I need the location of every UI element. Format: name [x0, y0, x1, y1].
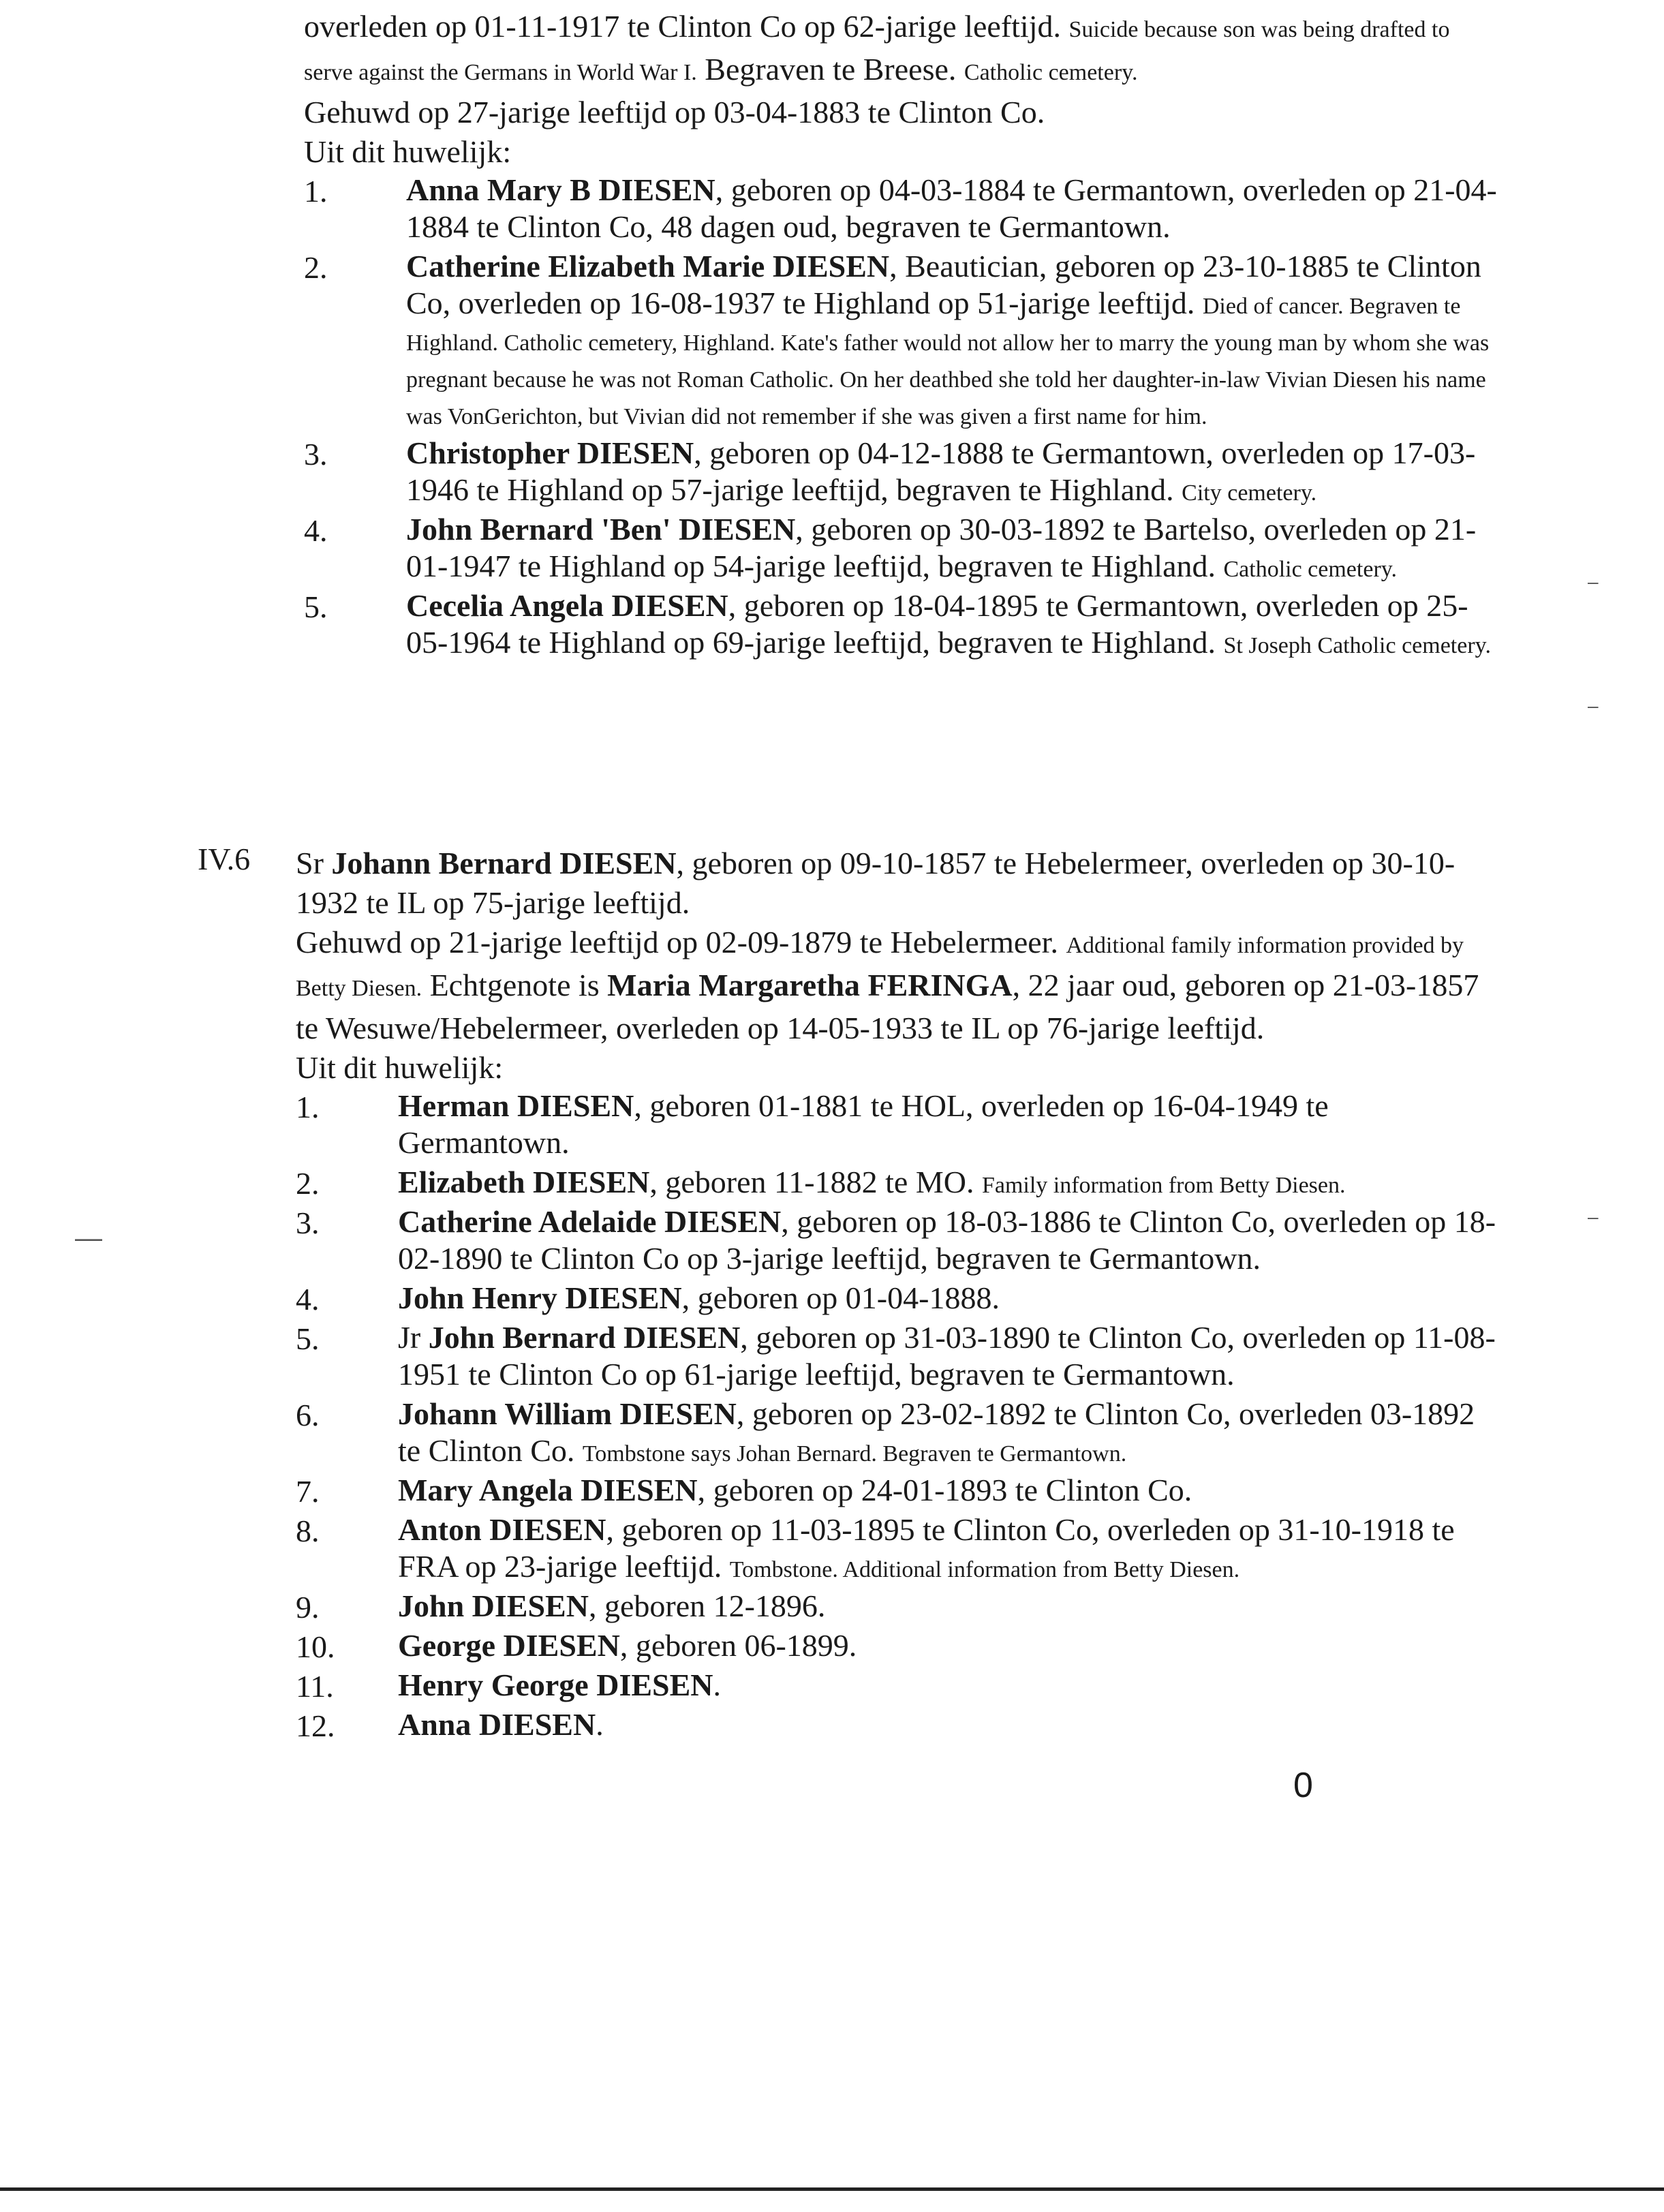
- item-number: 2.: [296, 1166, 320, 1201]
- list-item: [304, 172, 1503, 245]
- list-item: [296, 1280, 1502, 1317]
- children-list: [296, 1088, 1502, 1743]
- person-name: John Henry DIESEN: [398, 1280, 682, 1315]
- item-prefix: Jr: [398, 1320, 429, 1355]
- scan-dash: –: [1588, 571, 1599, 592]
- item-number: 5.: [296, 1321, 320, 1356]
- item-text: .: [596, 1707, 604, 1742]
- item-number: 4.: [304, 513, 328, 548]
- list-item: [296, 1627, 1502, 1664]
- item-text: , geboren op 30-03-1892 te Bartelso, overleden op 21-01-1947 te Highland op 54-jarige leeftijd, begraven te Highland.: [406, 512, 1477, 583]
- list-item: [304, 511, 1503, 585]
- title-name: Johann Bernard DIESEN: [331, 846, 677, 880]
- marriage-line: Gehuwd op 27-jarige leeftijd op 03-04-1883 te Clinton Co.: [304, 95, 1045, 129]
- item-body: [398, 1396, 1502, 1469]
- item-body: [398, 1588, 1502, 1625]
- item-body: [406, 172, 1503, 245]
- children-list: [304, 172, 1503, 661]
- list-item: [296, 1472, 1502, 1509]
- item-body: [398, 1667, 1502, 1704]
- item-body: [398, 1280, 1502, 1317]
- children-heading: Uit dit huwelijk:: [304, 134, 512, 169]
- item-text: , Beautician, geboren op 23-10-1885 te Clinton Co, overleden op 16-08-1937 te Highland op 51-jarige leeftijd.: [406, 249, 1481, 320]
- intro-line2: Begraven te Breese.: [705, 52, 957, 87]
- item-note: City cemetery.: [1182, 480, 1317, 506]
- person-title: [296, 844, 1502, 923]
- bottom-rule: [0, 2187, 1664, 2191]
- item-body: [398, 1511, 1502, 1585]
- item-text: , geboren op 04-03-1884 te Germantown, overleden op 21-04-1884 te Clinton Co, 48 dagen oud, begraven te Germantown.: [406, 172, 1497, 244]
- block2: [296, 844, 1502, 1746]
- item-body: [406, 435, 1503, 508]
- person-name: John Bernard 'Ben' DIESEN: [406, 512, 796, 547]
- item-body: [398, 1319, 1502, 1393]
- person-name: Henry George DIESEN: [398, 1668, 713, 1702]
- list-item: [296, 1203, 1502, 1277]
- item-note: Family information from Betty Diesen.: [981, 1173, 1346, 1198]
- item-text: .: [713, 1668, 722, 1702]
- item-body: [406, 248, 1503, 432]
- item-text: , geboren 01-1881 te HOL, overleden op 16-04-1949 te Germantown.: [398, 1088, 1329, 1160]
- item-number: 8.: [296, 1514, 320, 1548]
- person-name: George DIESEN: [398, 1628, 620, 1663]
- item-number: 3.: [296, 1205, 320, 1240]
- scan-dash: –: [1588, 1206, 1599, 1227]
- item-body: [398, 1627, 1502, 1664]
- item-body: [406, 587, 1503, 661]
- person-name: Mary Angela DIESEN: [398, 1473, 698, 1507]
- item-body: [398, 1706, 1502, 1743]
- list-item: [304, 587, 1503, 661]
- item-text: , geboren op 04-12-1888 te Germantown, overleden op 17-03-1946 te Highland op 57-jarige leeftijd, begraven te Highland.: [406, 435, 1476, 507]
- person-name: Catherine Elizabeth Marie DIESEN: [406, 249, 890, 283]
- item-body: [406, 511, 1503, 585]
- person-name: Anton DIESEN: [398, 1512, 606, 1547]
- spouse-prefix: Echtgenote is: [429, 968, 608, 1002]
- item-note: Died of cancer. Begraven te Highland. Catholic cemetery, Highland. Kate's father would not allow her to marry the young man by whom she was pregnant because he was not Roman Catholic. On her deathbed she told her daughter-in-law Vivian Diesen his name was VonGerichton, but Vivian did not remember if she was given a first name for him.: [406, 294, 1490, 429]
- person-name: Herman DIESEN: [398, 1088, 634, 1123]
- item-text: , geboren op 23-02-1892 te Clinton Co, overleden 03-1892 te Clinton Co.: [398, 1396, 1475, 1468]
- marriage-line: Gehuwd op 21-jarige leeftijd op 02-09-1879 te Hebelermeer.: [296, 925, 1058, 959]
- item-note: Tombstone says Johan Bernard. Begraven te Germantown.: [582, 1441, 1127, 1466]
- item-text: , geboren 11-1882 te MO.: [649, 1165, 974, 1199]
- item-number: 5.: [304, 589, 328, 624]
- item-text: , geboren op 31-03-1890 te Clinton Co, overleden op 11-08-1951 te Clinton Co op 61-jarige leeftijd, begraven te Germantown.: [398, 1320, 1496, 1392]
- list-item: [296, 1088, 1502, 1161]
- item-number: 10.: [296, 1629, 335, 1664]
- section-number: IV.6: [198, 842, 251, 876]
- person-name: Johann William DIESEN: [398, 1396, 737, 1431]
- list-item: [304, 435, 1503, 508]
- marriage-paragraph: [296, 923, 1502, 1048]
- title-rest: , geboren op 09-10-1857 te Hebelermeer, overleden op 30-10-1932 te IL op 75-jarige leeftijd.: [296, 846, 1455, 920]
- item-number: 1.: [304, 174, 328, 209]
- list-item: [296, 1667, 1502, 1704]
- person-name: Anna DIESEN: [398, 1707, 596, 1742]
- children-heading: Uit dit huwelijk:: [296, 1050, 504, 1085]
- item-number: 6.: [296, 1398, 320, 1432]
- item-body: [398, 1164, 1502, 1201]
- scan-dash: –: [1588, 695, 1599, 716]
- item-number: 2.: [304, 250, 328, 285]
- spouse-rest: , 22 jaar oud, geboren op 21-03-1857 te Wesuwe/Hebelermeer, overleden op 14-05-1933 te IL op 76-jarige leeftijd.: [296, 968, 1479, 1045]
- item-note: St Joseph Catholic cemetery.: [1223, 633, 1491, 658]
- scan-dash: —: [75, 1223, 102, 1253]
- person-name: Christopher DIESEN: [406, 435, 694, 470]
- item-text: , geboren op 18-04-1895 te Germantown, overleden op 25-05-1964 te Highland op 69-jarige leeftijd, begraven te Highland.: [406, 588, 1468, 660]
- list-item: [296, 1164, 1502, 1201]
- item-body: [398, 1472, 1502, 1509]
- item-number: 11.: [296, 1669, 334, 1704]
- block1: [304, 7, 1503, 664]
- intro-paragraph: [304, 7, 1503, 93]
- list-item: [304, 248, 1503, 432]
- item-number: 9.: [296, 1590, 320, 1625]
- item-text: , geboren op 11-03-1895 te Clinton Co, overleden op 31-10-1918 te FRA op 23-jarige leeftijd.: [398, 1512, 1455, 1584]
- person-name: Catherine Adelaide DIESEN: [398, 1204, 782, 1239]
- item-note: Catholic cemetery.: [1223, 557, 1398, 582]
- item-text: , geboren op 01-04-1888.: [681, 1280, 1000, 1315]
- item-text: , geboren op 18-03-1886 te Clinton Co, overleden op 18-02-1890 te Clinton Co op 3-jarige leeftijd, begraven te Germantown.: [398, 1204, 1496, 1276]
- intro-line1: overleden op 01-11-1917 te Clinton Co op 62-jarige leeftijd.: [304, 9, 1061, 44]
- item-body: [398, 1203, 1502, 1277]
- person-name: John Bernard DIESEN: [428, 1320, 741, 1355]
- margin-mark: 0: [1293, 1766, 1313, 1805]
- item-note: Tombstone. Additional information from Betty Diesen.: [729, 1557, 1240, 1582]
- item-number: 1.: [296, 1090, 320, 1124]
- marriage-note: Additional family information provided by Betty Diesen.: [296, 933, 1464, 1001]
- list-item: [296, 1706, 1502, 1743]
- person-name: Elizabeth DIESEN: [398, 1165, 650, 1199]
- list-item: [296, 1588, 1502, 1625]
- item-number: 12.: [296, 1708, 335, 1743]
- item-body: [398, 1088, 1502, 1161]
- spouse-name: Maria Margaretha FERINGA: [607, 968, 1013, 1002]
- list-item: [296, 1319, 1502, 1393]
- person-name: Anna Mary B DIESEN: [406, 172, 715, 207]
- intro-note1: Suicide because son was being drafted to serve against the Germans in World War I.: [304, 17, 1450, 85]
- item-text: , geboren 06-1899.: [619, 1628, 857, 1663]
- person-name: John DIESEN: [398, 1588, 589, 1623]
- item-text: , geboren op 24-01-1893 te Clinton Co.: [697, 1473, 1192, 1507]
- title-prefix: Sr: [296, 846, 332, 880]
- item-number: 3.: [304, 437, 328, 472]
- intro-note2: Catholic cemetery.: [964, 60, 1138, 85]
- person-name: Cecelia Angela DIESEN: [406, 588, 728, 623]
- item-text: , geboren 12-1896.: [588, 1588, 826, 1623]
- list-item: [296, 1396, 1502, 1469]
- item-number: 4.: [296, 1282, 320, 1317]
- list-item: [296, 1511, 1502, 1585]
- item-number: 7.: [296, 1474, 320, 1509]
